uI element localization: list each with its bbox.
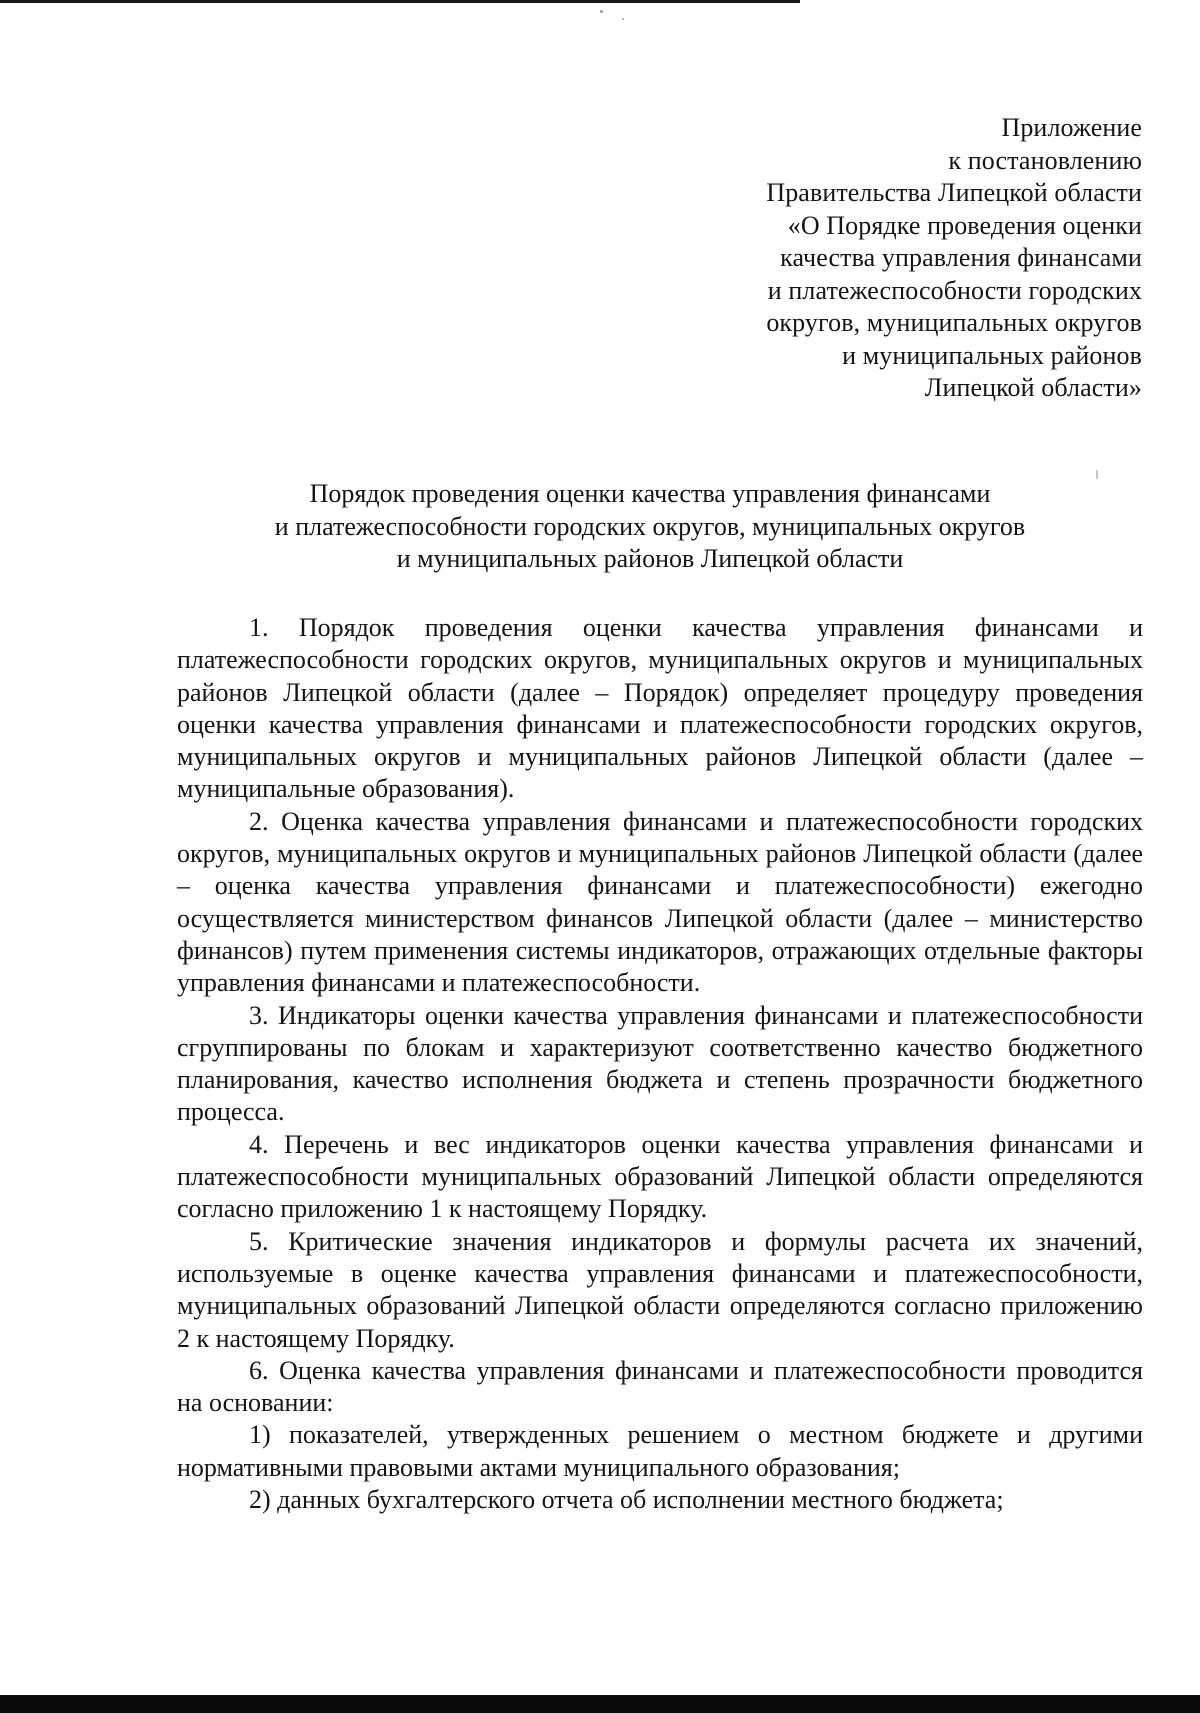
annex-line: к постановлению: [948, 145, 1142, 175]
scan-speck: [600, 10, 603, 13]
title-line: и платежеспособности городских округов, муниципальных округов: [274, 511, 1026, 541]
annex-line: и платежеспособности городских: [767, 275, 1142, 305]
paragraph-5: 5. Критические значения индикаторов и формулы расчета их значений, используемые в оценке качества управления финансами и платежеспособности, муниципальных образований Липецкой области определяются согласно приложению 2 к настоящему Порядку.: [177, 1226, 1143, 1353]
paragraph-3: 3. Индикаторы оценки качества управления финансами и платежеспособности сгруппированы по блокам и характеризуют соответственно качество бюджетного планирования, качество исполнения бюджета и степень прозрачности бюджетного процесса.: [177, 1000, 1143, 1127]
annex-line: «О Порядке проведения оценки: [787, 210, 1142, 240]
scan-speck: [622, 18, 624, 20]
annex-line: округов, муниципальных округов: [766, 308, 1142, 337]
paragraph-4: 4. Перечень и вес индикаторов оценки качества управления финансами и платежеспособности муниципальных образований Липецкой области определяются согласно приложению 1 к настоящему Порядку.: [177, 1129, 1143, 1224]
title-line: и муниципальных районов Липецкой области: [396, 544, 904, 573]
annex-line: качества управления финансами: [780, 243, 1142, 272]
scan-bottom-edge: [0, 1695, 1200, 1713]
paragraph-6-item-2: 2) данных бухгалтерского отчета об исполнении местного бюджета;: [249, 1485, 1004, 1515]
paragraph-6-item-1: 1) показателей, утвержденных решением о местном бюджете и другими нормативными правовыми актами муниципального образования;: [177, 1420, 1143, 1482]
title-line: Порядок проведения оценки качества управления финансами: [309, 479, 991, 508]
annex-line: Правительства Липецкой области: [766, 178, 1142, 207]
paragraph-1: 1. Порядок проведения оценки качества управления финансами и платежеспособности городских округов, муниципальных округов и муниципальных районов Липецкой области (далее – Порядок) определяет процедуру проведения оценки качества управления финансами и платежеспособности городских округов, муниципальных округов и муниципальных районов Липецкой области (далее – муниципальные образования).: [177, 613, 1143, 804]
annex-line: Липецкой области»: [924, 373, 1142, 402]
annex-line: Приложение: [1001, 113, 1142, 142]
paragraph-6: 6. Оценка качества управления финансами и платежеспособности проводится на основании:: [177, 1355, 1143, 1418]
document-body: [177, 612, 1143, 1516]
paragraph-2: 2. Оценка качества управления финансами и платежеспособности городских округов, муниципальных округов и муниципальных районов Липецкой области (далее – оценка качества управления финансами и платежеспособности) ежегодно осуществляется министерством финансов Липецкой области (далее – министерство финансов) путем применения системы индикаторов, отражающих отдельные факторы управления финансами и платежеспособности.: [177, 806, 1143, 998]
annex-block: [766, 112, 1142, 405]
annex-line: и муниципальных районов: [842, 340, 1142, 370]
document-title: [150, 478, 1150, 576]
scan-top-edge: [0, 0, 800, 3]
